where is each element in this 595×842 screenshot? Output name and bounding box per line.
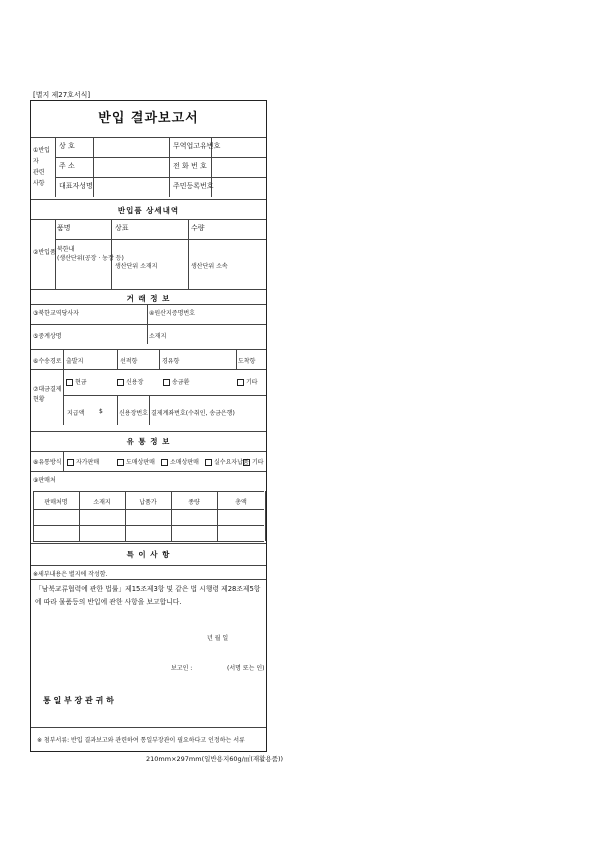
resident-no-label: 주민등록번호	[173, 182, 214, 190]
remittance-checkbox[interactable]	[163, 379, 170, 386]
broker-label: ⑤중계상명	[33, 333, 62, 340]
amount-label: 지급액	[67, 410, 85, 417]
remarks-section-title: 특 이 사 항	[126, 550, 171, 559]
signature-label: (서명 또는 인)	[227, 665, 265, 672]
goods-item-label: ②반입품	[33, 249, 56, 256]
divider	[31, 137, 266, 138]
lc-option[interactable]: 신용장	[117, 377, 143, 386]
partner-label: ③북한교역당사자	[33, 310, 79, 317]
remittance-option[interactable]: 송금환	[163, 377, 189, 386]
departure-label: 출발지	[66, 358, 84, 365]
goods-qty-label: 수량	[191, 224, 205, 232]
payment-account-label: 결제계좌번호(수취인, 송금은행)	[151, 410, 235, 417]
arrival-port-label: 도착항	[238, 358, 256, 365]
retail-checkbox[interactable]	[161, 459, 168, 466]
paper-spec: 210mm×297mm(일반용지60g/㎡(재활용품))	[146, 755, 284, 763]
payment-status-label: ⑦대금결제 현황	[33, 386, 62, 403]
seller-col-location: 소재지	[93, 499, 111, 506]
end-user-option[interactable]: 실수요자납품	[205, 457, 249, 466]
origin-cert-label: ④원산지증명번호	[149, 310, 195, 317]
producer-label: 북한내 (생산단위(공장 · 농장 등)	[57, 246, 124, 262]
distribution-method-label: ⑧유통방식	[33, 459, 62, 466]
amount-unit: $	[99, 408, 103, 415]
other-distribution-option[interactable]: 기타	[243, 457, 264, 466]
goods-brand-label: 상표	[115, 224, 129, 232]
addressee: 통 일 부 장 관 귀 하	[43, 696, 114, 705]
other-payment-option[interactable]: 기타	[237, 377, 258, 386]
applicant-section-label: ①반입자 관련 사항	[33, 147, 50, 187]
form-title: 반입 결과보고서	[98, 111, 199, 126]
address-label: 주 소	[59, 162, 75, 170]
lc-number-label: 신용장번호	[119, 410, 148, 417]
distribution-section-title: 유 통 정 보	[126, 437, 171, 446]
cash-option[interactable]: 현금	[66, 377, 87, 386]
producer-location-label: 생산단위 소재지	[115, 263, 158, 270]
transit-port-label: 경유항	[162, 358, 180, 365]
self-sale-option[interactable]: 자가판매	[67, 457, 99, 466]
seller-col-quantity: 종량	[188, 499, 200, 506]
other-distribution-checkbox[interactable]	[243, 459, 250, 466]
self-sale-checkbox[interactable]	[67, 459, 74, 466]
report-statement: 「남북교류협력에 관한 법률」제15조제3항 및 같은 법 시행령 제28조제5항에 따라 물품등의 반입에 관한 사항을 보고합니다.	[35, 585, 261, 606]
phone-label: 전 화 번 호	[173, 162, 207, 170]
wholesale-option[interactable]: 도매상판매	[117, 457, 155, 466]
seller-col-price: 납품가	[139, 499, 157, 506]
transport-label: ⑥수송경로	[33, 358, 62, 365]
remarks-note: ※세부내용은 별지에 작성함.	[33, 571, 108, 578]
contract-section-title: 거 래 정 보	[126, 294, 171, 303]
attachment-note: ※ 첨부서류: 반입 결과보고와 관련하여 통일부장관이 필요하다고 인정하는 서류	[37, 737, 245, 744]
broker-location-label: 소재지	[149, 333, 167, 340]
rep-name-label: 대표자성명	[59, 182, 93, 190]
form-number-label: [별지 제27호서식]	[33, 91, 91, 99]
seller-col-name: 판매처명	[44, 499, 68, 506]
wholesale-checkbox[interactable]	[117, 459, 124, 466]
seller-label: ⑨판매처	[33, 477, 56, 484]
report-form	[30, 100, 267, 752]
lc-checkbox[interactable]	[117, 379, 124, 386]
goods-section-title: 반입품 상세내역	[117, 206, 180, 215]
trade-code-label: 무역업고유번호	[173, 142, 221, 150]
loading-port-label: 선적항	[120, 358, 138, 365]
trade-name-label: 상 호	[59, 142, 75, 150]
other-payment-checkbox[interactable]	[237, 379, 244, 386]
goods-name-label: 품명	[57, 224, 71, 232]
date-label: 년 월 일	[207, 635, 229, 642]
end-user-checkbox[interactable]	[205, 459, 212, 466]
producer-belong-label: 생산단위 소속	[191, 263, 228, 270]
seller-col-total: 총액	[235, 499, 247, 506]
reporter-label: 보고인 :	[171, 665, 193, 672]
cash-checkbox[interactable]	[66, 379, 73, 386]
retail-option[interactable]: 소매상판매	[161, 457, 199, 466]
